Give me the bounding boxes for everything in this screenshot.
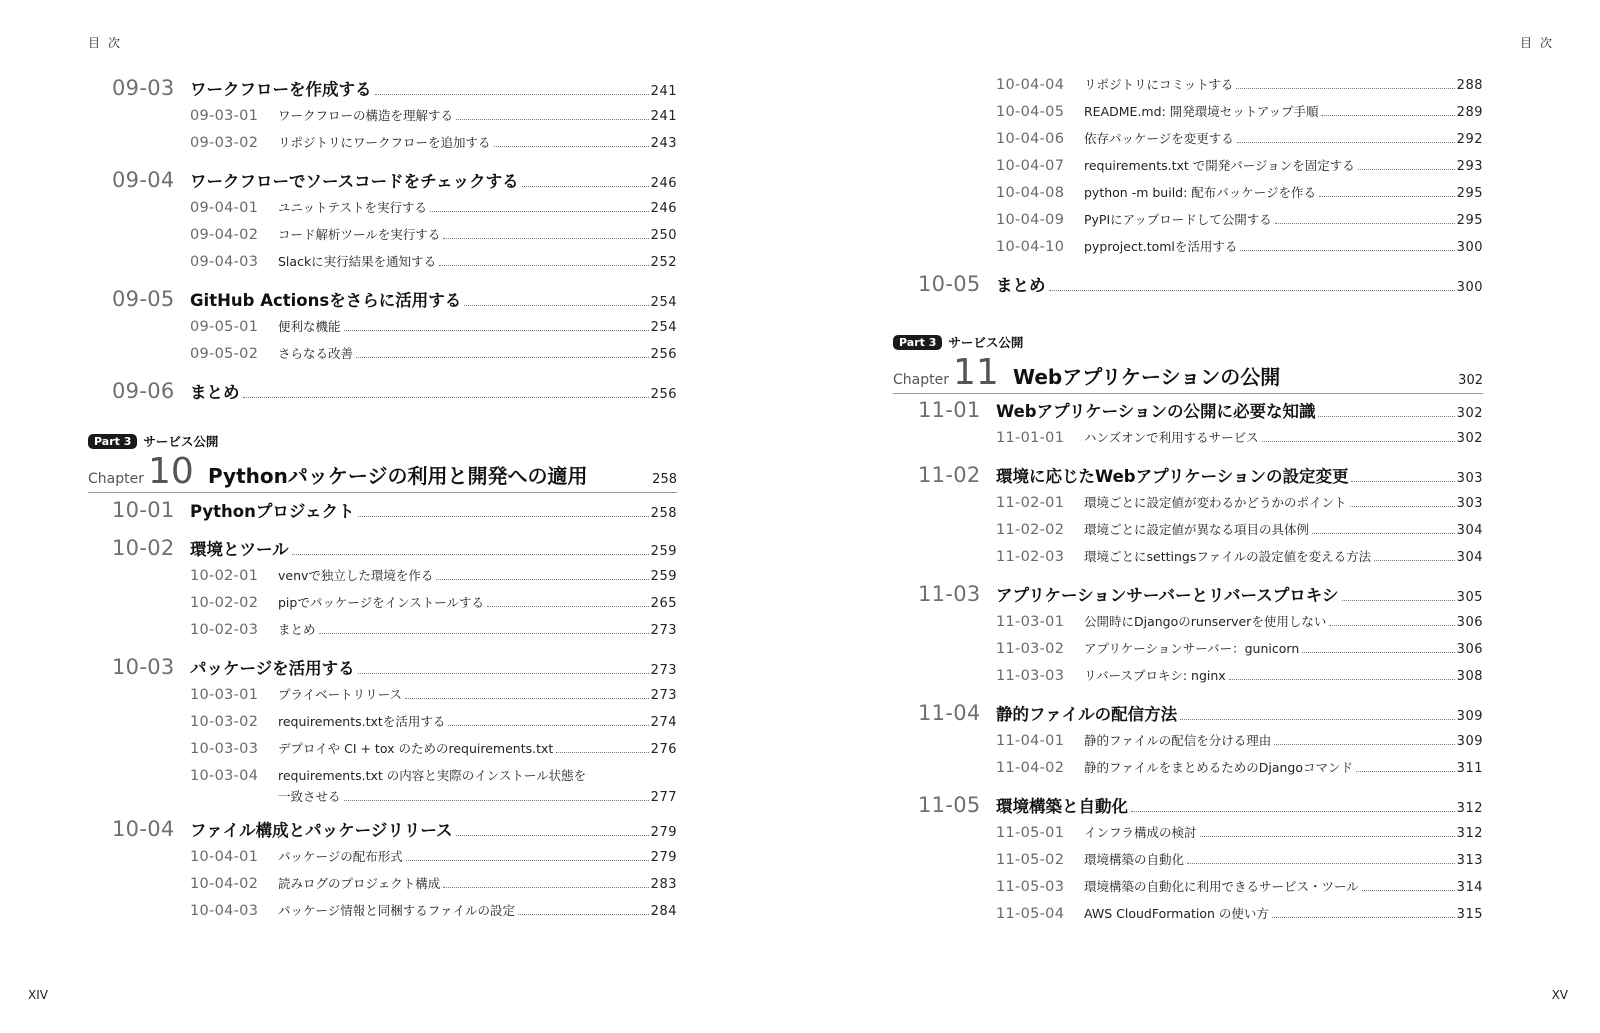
dot-leader xyxy=(1319,195,1455,197)
section-title: パッケージを活用する xyxy=(190,659,355,678)
toc-subsection-entry xyxy=(112,739,677,766)
subsection-number: 10-04-06 xyxy=(996,131,1065,147)
subsection-title-continued: 一致させる xyxy=(278,789,341,804)
page-ref: 259 xyxy=(650,544,677,559)
page-ref: 300 xyxy=(1456,280,1483,295)
section-number: 10-03 xyxy=(112,655,175,679)
subsection-title: パッケージ情報と同梱するファイルの設定 xyxy=(278,903,516,918)
page-ref: 309 xyxy=(1456,734,1483,749)
subsection-number: 11-05-03 xyxy=(996,879,1065,895)
chapter-heading xyxy=(88,451,677,493)
toc-section-entry xyxy=(112,379,677,409)
section-title: 静的ファイルの配信方法 xyxy=(996,705,1178,724)
chapter-heading xyxy=(893,352,1483,394)
page-ref: 256 xyxy=(650,347,677,362)
subsection-title: pipでパッケージをインストールする xyxy=(278,595,484,610)
section-number: 09-06 xyxy=(112,379,175,403)
page-ref: 274 xyxy=(650,715,677,730)
subsection-title: AWS CloudFormation の使い方 xyxy=(1084,906,1269,921)
subsection-title: requirements.txtを活用する xyxy=(278,714,446,729)
dot-leader xyxy=(358,515,649,517)
subsection-number: 09-05-01 xyxy=(190,319,259,335)
dot-leader xyxy=(1312,532,1455,534)
subsection-title: リポジトリにコミットする xyxy=(1084,77,1234,92)
toc-section-entry xyxy=(112,76,677,106)
chapter-number: 10 xyxy=(148,451,194,492)
page-ref: 313 xyxy=(1456,853,1483,868)
dot-leader xyxy=(1237,141,1455,143)
dot-leader xyxy=(406,859,649,861)
section-number: 11-03 xyxy=(918,582,981,606)
page-ref: 283 xyxy=(650,877,677,892)
dot-leader xyxy=(1180,718,1455,720)
subsection-number: 11-05-04 xyxy=(996,906,1065,922)
toc-subsection-entry xyxy=(112,317,677,344)
subsection-title: コード解析ツールを実行する xyxy=(278,227,441,242)
page-ref: 303 xyxy=(1456,496,1483,511)
dot-leader xyxy=(1274,743,1454,745)
dot-leader xyxy=(1356,770,1455,772)
page-ref: 308 xyxy=(1456,669,1483,684)
toc-list-a xyxy=(918,75,1483,302)
dot-leader xyxy=(1350,505,1455,507)
chapter-number: 11 xyxy=(953,352,999,393)
chapter-title: Pythonパッケージの利用と開発への適用 xyxy=(208,464,588,488)
subsection-title: 環境ごとに設定値が異なる項目の具体例 xyxy=(1084,522,1310,537)
toc-subsection-entry xyxy=(918,666,1483,693)
part-title: サービス公開 xyxy=(948,335,1024,350)
toc-subsection-entry xyxy=(918,520,1483,547)
dot-leader xyxy=(375,93,649,95)
toc-subsection-entry xyxy=(918,493,1483,520)
subsection-title: デプロイや CI + tox のためのrequirements.txt xyxy=(278,741,554,756)
subsection-title: 読みログのプロジェクト構成 xyxy=(278,876,441,891)
subsection-title: ハンズオンで利用するサービス xyxy=(1084,430,1259,445)
toc-subsection-entry xyxy=(918,75,1483,102)
dot-leader xyxy=(487,605,649,607)
subsection-number: 11-05-02 xyxy=(996,852,1065,868)
toc-section-entry xyxy=(112,498,677,528)
subsection-number: 10-03-03 xyxy=(190,741,259,757)
page-ref: 277 xyxy=(650,790,677,805)
subsection-title: 便利な機能 xyxy=(278,319,341,334)
page-ref: 303 xyxy=(1456,471,1483,486)
page-ref: 241 xyxy=(650,84,677,99)
toc-subsection-entry xyxy=(918,639,1483,666)
dot-leader xyxy=(1321,114,1454,116)
part-badge: Part 3 xyxy=(88,434,137,449)
running-head: 目次 xyxy=(1519,36,1560,50)
page-ref: 279 xyxy=(650,825,677,840)
subsection-number: 09-03-01 xyxy=(190,108,259,124)
subsection-title: 静的ファイルをまとめるためのDjangoコマンド xyxy=(1084,760,1354,775)
page-ref: 305 xyxy=(1456,590,1483,605)
toc-section-entry xyxy=(112,655,677,685)
toc-subsection-entry xyxy=(918,237,1483,264)
page-number: XIV xyxy=(28,988,48,1002)
page-number: XV xyxy=(1551,988,1568,1002)
page-ref: 258 xyxy=(650,506,677,521)
dot-leader xyxy=(1275,222,1455,224)
dot-leader xyxy=(1131,810,1455,812)
subsection-number: 10-02-03 xyxy=(190,622,259,638)
subsection-number: 11-03-02 xyxy=(996,641,1065,657)
page-ref: 250 xyxy=(650,228,677,243)
page-ref: 304 xyxy=(1456,523,1483,538)
toc-subsection-entry xyxy=(112,847,677,874)
dot-leader xyxy=(319,632,649,634)
subsection-number: 09-05-02 xyxy=(190,346,259,362)
subsection-title: パッケージの配布形式 xyxy=(278,849,403,864)
page-ref: 302 xyxy=(1456,406,1483,421)
subsection-title: ユニットテストを実行する xyxy=(278,200,428,215)
subsection-number: 09-04-02 xyxy=(190,227,259,243)
part-heading xyxy=(893,333,1483,351)
subsection-number: 11-05-01 xyxy=(996,825,1065,841)
page-ref: 314 xyxy=(1456,880,1483,895)
dot-leader xyxy=(358,672,649,674)
dot-leader xyxy=(1272,916,1455,918)
section-title: 環境とツール xyxy=(190,540,289,559)
subsection-number: 10-03-04 xyxy=(190,768,259,784)
toc-subsection-entry xyxy=(112,685,677,712)
page-ref: 289 xyxy=(1456,105,1483,120)
part-title: サービス公開 xyxy=(143,434,219,449)
subsection-title: PyPIにアップロードして公開する xyxy=(1084,212,1272,227)
dot-leader xyxy=(356,356,649,358)
toc-subsection-entry xyxy=(112,874,677,901)
dot-leader xyxy=(1358,168,1455,170)
dot-leader xyxy=(439,264,648,266)
toc-subsection-entry xyxy=(918,129,1483,156)
section-title: まとめ xyxy=(996,276,1046,295)
page-ref: 288 xyxy=(1456,78,1483,93)
toc-subsection-entry xyxy=(112,106,677,133)
page-ref: 246 xyxy=(650,176,677,191)
subsection-title: python -m build: 配布パッケージを作る xyxy=(1084,185,1317,200)
section-title: ワークフローを作成する xyxy=(190,80,372,99)
section-number: 09-05 xyxy=(112,287,175,311)
toc-subsection-entry xyxy=(112,620,677,647)
dot-leader xyxy=(518,913,649,915)
page-ref: 265 xyxy=(650,596,677,611)
dot-leader xyxy=(436,578,648,580)
dot-leader xyxy=(1318,415,1454,417)
chapter-block xyxy=(893,333,1483,404)
dot-leader xyxy=(243,396,649,398)
toc-section-entry xyxy=(112,287,677,317)
section-title: Pythonプロジェクト xyxy=(190,502,355,521)
chapter-label: Chapter xyxy=(88,471,144,487)
subsection-title: 依存パッケージを変更する xyxy=(1084,131,1234,146)
toc-subsection-entry xyxy=(918,877,1483,904)
subsection-title: 環境構築の自動化に利用できるサービス・ツール xyxy=(1084,879,1359,894)
section-number: 10-04 xyxy=(112,817,175,841)
page-ref: 252 xyxy=(650,255,677,270)
dot-leader xyxy=(456,834,649,836)
toc-section-entry xyxy=(918,272,1483,302)
dot-leader xyxy=(443,886,648,888)
subsection-title: Slackに実行結果を通知する xyxy=(278,254,437,269)
subsection-number: 10-04-04 xyxy=(996,77,1065,93)
dot-leader xyxy=(344,799,649,801)
page-ref: 295 xyxy=(1456,213,1483,228)
subsection-title: 静的ファイルの配信を分ける理由 xyxy=(1084,733,1272,748)
toc-subsection-entry xyxy=(112,198,677,225)
dot-leader xyxy=(494,145,649,147)
dot-leader xyxy=(292,553,649,555)
dot-leader xyxy=(1229,678,1455,680)
subsection-number: 09-04-01 xyxy=(190,200,259,216)
dot-leader xyxy=(443,237,648,239)
toc-subsection-entry xyxy=(918,210,1483,237)
section-title: GitHub Actionsをさらに活用する xyxy=(190,291,462,310)
section-number: 10-05 xyxy=(918,272,981,296)
dot-leader xyxy=(344,329,649,331)
page-ref: 256 xyxy=(650,387,677,402)
page-ref: 273 xyxy=(650,688,677,703)
toc-section-entry xyxy=(112,536,677,566)
subsection-title: pyproject.tomlを活用する xyxy=(1084,239,1238,254)
subsection-number: 10-04-01 xyxy=(190,849,259,865)
toc-subsection-entry xyxy=(918,823,1483,850)
subsection-title: ワークフローの構造を理解する xyxy=(278,108,454,123)
dot-leader xyxy=(464,304,648,306)
toc-subsection-entry xyxy=(918,731,1483,758)
subsection-number: 10-03-01 xyxy=(190,687,259,703)
dot-leader xyxy=(522,185,649,187)
section-number: 11-01 xyxy=(918,398,981,422)
dot-leader xyxy=(1342,599,1455,601)
subsection-title: さらなる改善 xyxy=(278,346,354,361)
dot-leader xyxy=(430,210,649,212)
running-head: 目次 xyxy=(88,36,129,50)
page-ref: 295 xyxy=(1456,186,1483,201)
page-ref: 311 xyxy=(1456,761,1483,776)
page-ref: 302 xyxy=(1456,431,1483,446)
page-ref: 254 xyxy=(650,320,677,335)
subsection-title: requirements.txt で開発バージョンを固定する xyxy=(1084,158,1355,173)
page-ref: 312 xyxy=(1456,826,1483,841)
subsection-number: 11-04-01 xyxy=(996,733,1065,749)
toc-subsection-entry xyxy=(112,225,677,252)
page-ref: 315 xyxy=(1456,907,1483,922)
subsection-title: requirements.txt の内容と実際のインストール状態を xyxy=(278,768,587,783)
dot-leader xyxy=(405,697,649,699)
toc-list-b xyxy=(112,498,677,928)
subsection-number: 10-04-05 xyxy=(996,104,1065,120)
part-heading xyxy=(88,432,677,450)
chapter-page: 302 xyxy=(1458,373,1483,388)
section-number: 09-03 xyxy=(112,76,175,100)
toc-subsection-entry xyxy=(918,904,1483,931)
page-ref: 293 xyxy=(1456,159,1483,174)
dot-leader xyxy=(1049,289,1455,291)
page-ref: 243 xyxy=(650,136,677,151)
subsection-number: 10-04-02 xyxy=(190,876,259,892)
dot-leader xyxy=(1262,440,1455,442)
section-title: 環境に応じたWebアプリケーションの設定変更 xyxy=(996,467,1349,486)
page-ref: 312 xyxy=(1456,801,1483,816)
toc-section-entry xyxy=(918,701,1483,731)
page-ref: 259 xyxy=(650,569,677,584)
dot-leader xyxy=(1302,651,1454,653)
dot-leader xyxy=(556,751,648,753)
dot-leader xyxy=(1236,87,1454,89)
chapter-label: Chapter xyxy=(893,372,949,388)
subsection-title: リポジトリにワークフローを追加する xyxy=(278,135,491,150)
subsection-title: 環境構築の自動化 xyxy=(1084,852,1185,867)
dot-leader xyxy=(1351,480,1454,482)
toc-subsection-entry xyxy=(112,252,677,279)
subsection-title: 環境ごとにsettingsファイルの設定値を変える方法 xyxy=(1084,549,1372,564)
section-number: 09-04 xyxy=(112,168,175,192)
subsection-number: 10-02-01 xyxy=(190,568,259,584)
subsection-number: 10-04-03 xyxy=(190,903,259,919)
section-title: ファイル構成とパッケージリリース xyxy=(190,821,453,840)
toc-subsection-entry xyxy=(918,156,1483,183)
subsection-number: 10-02-02 xyxy=(190,595,259,611)
toc-subsection-entry xyxy=(918,547,1483,574)
toc-subsection-entry xyxy=(112,712,677,739)
subsection-title: プライベートリリース xyxy=(278,687,403,702)
page-ref: 273 xyxy=(650,663,677,678)
toc-section-entry xyxy=(918,793,1483,823)
subsection-title: アプリケーションサーバー：gunicorn xyxy=(1084,641,1300,656)
subsection-title: venvで独立した環境を作る xyxy=(278,568,434,583)
subsection-number: 11-01-01 xyxy=(996,430,1065,446)
chapter-block xyxy=(88,432,677,503)
toc-section-entry xyxy=(918,582,1483,612)
toc-list-a xyxy=(112,76,677,409)
section-title: 環境構築と自動化 xyxy=(996,797,1128,816)
dot-leader xyxy=(1374,559,1455,561)
toc-subsection-entry xyxy=(918,183,1483,210)
subsection-number: 10-04-07 xyxy=(996,158,1065,174)
dot-leader xyxy=(1200,835,1455,837)
subsection-title: リバースプロキシ: nginx xyxy=(1084,668,1226,683)
toc-subsection-entry xyxy=(918,758,1483,785)
toc-section-entry xyxy=(112,168,677,198)
part-badge: Part 3 xyxy=(893,335,942,350)
section-number: 11-04 xyxy=(918,701,981,725)
page-ref: 279 xyxy=(650,850,677,865)
toc-subsection-continuation xyxy=(112,787,677,809)
page-ref: 241 xyxy=(650,109,677,124)
page-ref: 300 xyxy=(1456,240,1483,255)
subsection-title: 公開時にDjangoのrunserverを使用しない xyxy=(1084,614,1327,629)
toc-subsection-entry xyxy=(918,102,1483,129)
page-ref: 254 xyxy=(650,295,677,310)
subsection-number: 11-02-03 xyxy=(996,549,1065,565)
dot-leader xyxy=(1187,862,1455,864)
subsection-number: 11-02-01 xyxy=(996,495,1065,511)
section-number: 11-05 xyxy=(918,793,981,817)
dot-leader xyxy=(456,118,649,120)
subsection-number: 10-04-10 xyxy=(996,239,1065,255)
toc-subsection-entry xyxy=(918,612,1483,639)
section-title: まとめ xyxy=(190,383,240,402)
section-title: ワークフローでソースコードをチェックする xyxy=(190,172,519,191)
page-ref: 273 xyxy=(650,623,677,638)
subsection-title: 環境ごとに設定値が変わるかどうかのポイント xyxy=(1084,495,1347,510)
section-number: 10-01 xyxy=(112,498,175,522)
toc-section-entry xyxy=(918,398,1483,428)
page-ref: 246 xyxy=(650,201,677,216)
section-number: 11-02 xyxy=(918,463,981,487)
subsection-title: まとめ xyxy=(278,622,316,637)
dot-leader xyxy=(1329,624,1454,626)
page-ref: 306 xyxy=(1456,615,1483,630)
subsection-number: 10-04-08 xyxy=(996,185,1065,201)
toc-section-entry xyxy=(918,463,1483,493)
page-ref: 292 xyxy=(1456,132,1483,147)
subsection-number: 11-04-02 xyxy=(996,760,1065,776)
toc-subsection-entry xyxy=(112,133,677,160)
page-ref: 276 xyxy=(650,742,677,757)
toc-subsection-entry xyxy=(918,850,1483,877)
subsection-number: 11-02-02 xyxy=(996,522,1065,538)
subsection-title: README.md: 開発環境セットアップ手順 xyxy=(1084,104,1319,119)
section-number: 10-02 xyxy=(112,536,175,560)
right-page xyxy=(800,0,1600,1033)
subsection-number: 11-03-03 xyxy=(996,668,1065,684)
toc-subsection-entry xyxy=(112,566,677,593)
subsection-number: 09-03-02 xyxy=(190,135,259,151)
page-ref: 284 xyxy=(650,904,677,919)
section-title: アプリケーションサーバーとリバースプロキシ xyxy=(996,586,1339,605)
dot-leader xyxy=(1240,249,1454,251)
chapter-title: Webアプリケーションの公開 xyxy=(1013,365,1281,389)
toc-list-b xyxy=(918,398,1483,931)
dot-leader xyxy=(1362,889,1455,891)
subsection-number: 10-03-02 xyxy=(190,714,259,730)
subsection-title: インフラ構成の検討 xyxy=(1084,825,1197,840)
chapter-page: 258 xyxy=(652,472,677,487)
toc-subsection-entry xyxy=(918,428,1483,455)
page-ref: 306 xyxy=(1456,642,1483,657)
page-ref: 309 xyxy=(1456,709,1483,724)
page-ref: 304 xyxy=(1456,550,1483,565)
toc-section-entry xyxy=(112,817,677,847)
toc-subsection-entry xyxy=(112,901,677,928)
toc-subsection-entry xyxy=(112,593,677,620)
toc-subsection-entry xyxy=(112,344,677,371)
dot-leader xyxy=(448,724,648,726)
subsection-number: 10-04-09 xyxy=(996,212,1065,228)
section-title: Webアプリケーションの公開に必要な知識 xyxy=(996,402,1316,421)
subsection-number: 09-04-03 xyxy=(190,254,259,270)
subsection-number: 11-03-01 xyxy=(996,614,1065,630)
